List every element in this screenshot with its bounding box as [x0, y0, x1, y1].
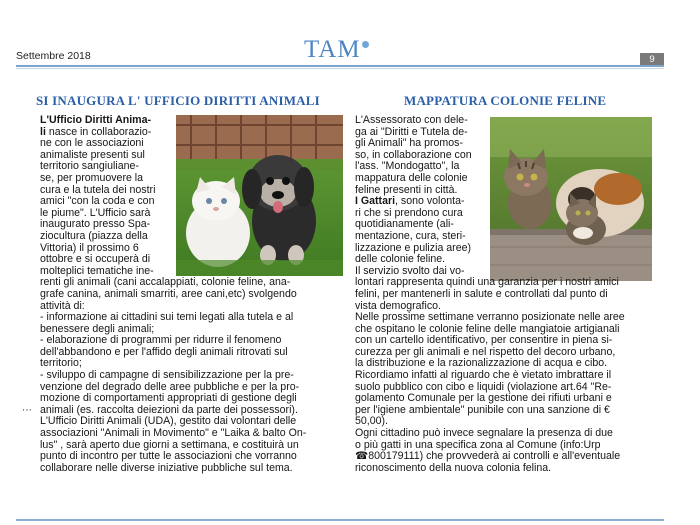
line-text: con un cartello identificativo, per consentire in piena si-: [355, 334, 613, 347]
text-line: [40, 463, 306, 475]
line-text: renti gli animali (cani accalappiati, colonie feline, ana-: [40, 276, 291, 289]
line-text: quotidianamente (ali-: [355, 218, 454, 231]
line-text: punto di incontro per tutte le associazioni che vorranno: [40, 450, 297, 463]
line-text: vista demografico.: [355, 299, 441, 312]
bold-text: li: [40, 125, 46, 138]
line-text: dell'abbandono e per l'affido degli animali ritrovati sul: [40, 345, 288, 358]
line-text: Ogni cittadino può invece segnalare la presenza di due: [355, 427, 613, 440]
line-text: mappatura delle colonie: [355, 171, 468, 184]
line-text: riconoscimento della nuova colonia felina.: [355, 461, 552, 474]
line-text: ☎800179111) che provvederà ai controlli e all'eventuale: [355, 450, 621, 463]
line-text: Nelle prossime settimane verranno posizionate nelle aree: [355, 311, 625, 324]
logo-text: TAM: [304, 36, 361, 63]
line-text: grafe canina, animali smarriti, aree cani,etc) svolgendo: [40, 287, 297, 300]
line-text: o più gatti in una specifica zona al Comune (info:Urp: [355, 438, 601, 451]
issue-date: Settembre 2018: [16, 50, 91, 62]
line-text: cura e la tutela dei nostri: [40, 183, 156, 196]
line-text: venzione del degrado delle aree pubbliche e per la pro-: [40, 380, 300, 393]
line-text: collaborare nelle diverse iniziative pubbliche sul tema.: [40, 461, 293, 474]
line-text: amici "con la coda e con: [40, 195, 155, 208]
line-text: Ricordiamo infatti al riguardo che è vietato imbrattare il: [355, 369, 612, 382]
line-text: molteplici tematiche ine-: [40, 264, 154, 277]
line-text: animaliste presenti sul: [40, 148, 145, 161]
line-text: le piume". L'Ufficio sarà: [40, 206, 151, 219]
line-text: Il servizio svolto dai vo-: [355, 264, 465, 277]
line-text: gli Animali" ha promos-: [355, 137, 463, 150]
text-line: [355, 405, 625, 417]
line-text: so, in collaborazione con: [355, 148, 472, 161]
header-rule-thin: [16, 68, 664, 69]
left-article-body: [40, 115, 306, 474]
line-text: nasce in collaborazio-: [45, 125, 152, 138]
margin-mark: ⋯: [22, 405, 32, 416]
line-text: per l'igiene ambientale" punibile con una sanzione di €: [355, 403, 610, 416]
bold-text: I Gattari: [355, 195, 396, 208]
line-text: ri che si prendono cura: [355, 206, 463, 219]
line-text: feline presenti in città.: [355, 183, 458, 196]
line-text: lizzazione e pulizia aree): [355, 241, 472, 254]
line-text: che ospitano le colonie feline delle mangiatoie artigianali: [355, 322, 620, 335]
right-article-body: [355, 115, 625, 474]
line-text: mozione di comportamenti appropriati di gestione degli: [40, 392, 297, 405]
right-article-title: MAPPATURA COLONIE FELINE: [404, 93, 607, 108]
line-text: se, per promuovere la: [40, 171, 144, 184]
line-text: la distribuzione e la razionalizzazione di acqua e cibo.: [355, 357, 608, 370]
line-text: territorio sangiuliane-: [40, 160, 139, 173]
tam-logo: [304, 36, 369, 64]
line-text: territorio;: [40, 357, 82, 370]
line-text: L'Ufficio Diritti Animali (UDA), gestito dai volontari delle: [40, 415, 297, 428]
header-rule: [16, 65, 664, 67]
line-text: ga ai "Diritti e Tutela de-: [355, 125, 468, 138]
line-text: benessere degli animali;: [40, 322, 155, 335]
line-text: delle colonie feline.: [355, 253, 446, 266]
line-text: Vittoria) il prossimo 6: [40, 241, 139, 254]
line-text: ziocultura (piazza della: [40, 229, 148, 242]
line-text: curezza per gli animali e nel rispetto del decoro urbano,: [355, 345, 616, 358]
line-text: l'ass. "Mondogatto", la: [355, 160, 460, 173]
page-number: 9: [640, 53, 664, 66]
line-text: lus" , sarà aperto due giorni a settimana, e costituirà un: [40, 438, 299, 451]
line-text: felini, per mantenerli in salute e controllati dal punto di: [355, 287, 608, 300]
left-article-title: SI INAUGURA L' UFFICIO DIRITTI ANIMALI: [36, 93, 320, 108]
line-text: - elaborazione di programmi per ridurre il fenomeno: [40, 334, 282, 347]
footer-rule: [16, 519, 664, 521]
line-text: ne con le associazioni: [40, 137, 144, 150]
line-text: animali (es. raccolta deiezioni da parte dei possessori).: [40, 403, 298, 416]
line-text: associazioni "Animali in Movimento" e "Laika & balto On-: [40, 427, 307, 440]
line-text: lontari rappresenta quindi una garanzia per i nostri amici: [355, 276, 619, 289]
line-text: ottobre e si occuperà di: [40, 253, 151, 266]
line-text: mentazione, cura, steri-: [355, 229, 466, 242]
line-text: , sono volonta-: [395, 195, 465, 208]
line-text: L'Assessorato con dele-: [355, 114, 468, 126]
text-line: [355, 463, 625, 475]
bold-text: L'Ufficio Diritti Anima-: [40, 114, 152, 126]
line-text: golamento Comunale per la gestione dei rifiuti urbani e: [355, 392, 612, 405]
line-text: - sviluppo di campagne di sensibilizzazione per la pre-: [40, 369, 294, 382]
logo-dot-icon: [362, 41, 369, 48]
line-text: 50,00).: [355, 415, 388, 428]
line-text: attività di:: [40, 299, 85, 312]
line-text: suolo pubblico con cibo e liquidi (violazione art.64 "Re-: [355, 380, 612, 393]
line-text: inaugurato presso Spa-: [40, 218, 151, 231]
line-text: - informazione ai cittadini sui temi legati alla tutela e al: [40, 311, 294, 324]
